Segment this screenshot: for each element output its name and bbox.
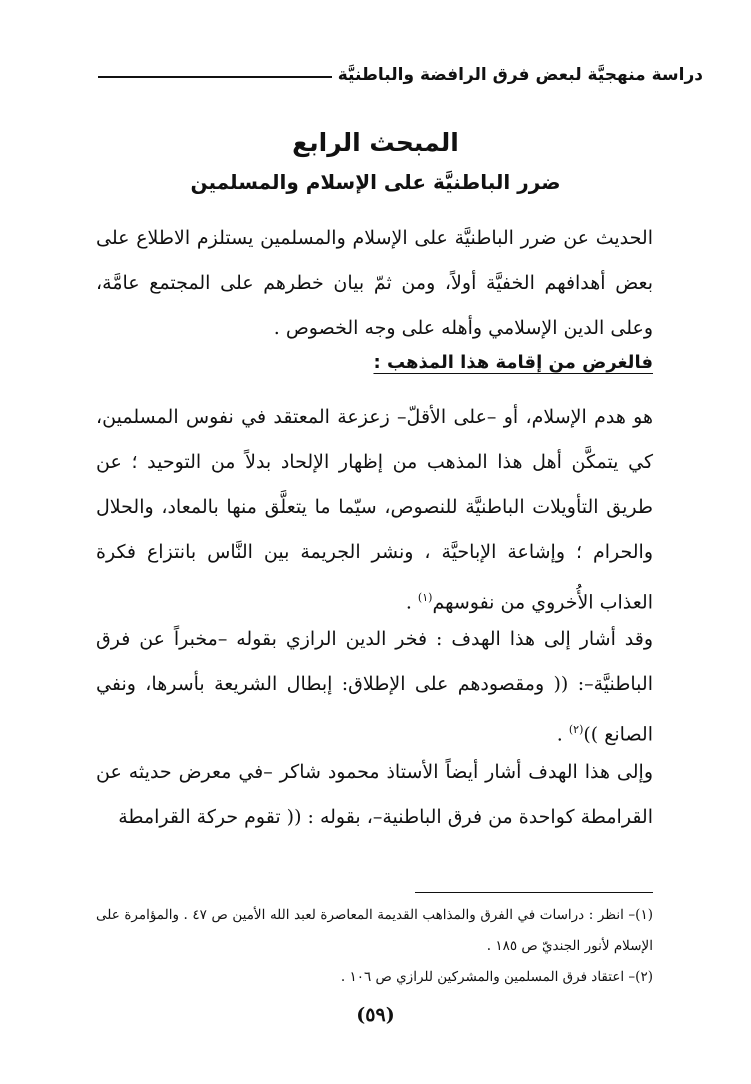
paragraph-shakir — [96, 750, 653, 840]
subheading-purpose: فالغرض من إقامة هذا المذهب : — [373, 352, 653, 373]
footnote-ref-2[interactable]: (٢) — [568, 723, 584, 736]
paragraph-purpose-body — [96, 395, 653, 625]
section-title: المبحث الرابع — [292, 128, 459, 157]
footnote-divider — [415, 892, 653, 893]
running-header — [98, 58, 703, 92]
footnote-2: (٢)– اعتقاد فرق المسلمين والمشركين للرازي ص ١٠٦ . — [340, 969, 653, 985]
running-header-title: دراسة منهجيَّة لبعض فرق الرافضة والباطنيَّة — [337, 65, 703, 85]
paragraph-shakir-text: وإلى هذا الهدف أشار أيضاً الأستاذ محمود شاكر –في معرض حديثه عن القرامطة كواحدة من فرق الباطنية–، بقوله : (( تقوم حركة القرامطة — [96, 761, 653, 828]
footnote-ref-1[interactable]: (١) — [417, 591, 433, 604]
paragraph-razi — [96, 617, 653, 757]
paragraph-razi-body — [96, 617, 653, 757]
paragraph-intro — [96, 216, 653, 351]
paragraph-intro-text: الحديث عن ضرر الباطنيَّة على الإسلام والمسلمين يستلزم الاطلاع على بعض أهدافهم الخفيَّة أولاً، ومن ثمّ بيان خطرهم على المجتمع عامَّة، وعلى الدين الإسلامي وأهله على وجه الخصوص . — [96, 227, 653, 339]
paragraph-purpose-text: هو هدم الإسلام، أو –على الأقلّ– زعزعة المعتقد في نفوس المسلمين، كي يتمكَّن أهل هذا المذهب من إظهار الإلحاد بدلاً من التوحيد ؛ عن طريق التأويلات الباطنيَّة للنصوص، سيّما ما يتعلَّق منها بالمعاد، والحلال والحرام ؛ وإشاعة الإباحيَّة ، ونشر الجريمة بين النَّاس بانتزاع فكرة العذاب الأُخروي من نفوسهم — [96, 406, 653, 614]
footnotes — [96, 900, 653, 993]
paragraph-purpose-end: . — [405, 591, 418, 614]
paragraph-purpose — [96, 395, 653, 625]
header-rule — [98, 76, 332, 78]
paragraph-razi-end: . — [556, 723, 569, 746]
section-subtitle: ضرر الباطنيَّة على الإسلام والمسلمين — [190, 170, 561, 194]
page-number: (٥٩) — [356, 1004, 395, 1026]
paragraph-razi-text: وقد أشار إلى هذا الهدف : فخر الدين الرازي بقوله –مخبراً عن فرق الباطنيَّة–: (( ومقصودهم على الإطلاق: إبطال الشريعة بأسرها، ونفي الصانع )) — [96, 628, 653, 746]
footnote-1: (١)– انظر : دراسات في الفرق والمذاهب القديمة المعاصرة لعبد الله الأمين ص ٤٧ . والمؤامرة على الإسلام لأنور الجنديّ ص ١٨٥ . — [96, 907, 653, 954]
